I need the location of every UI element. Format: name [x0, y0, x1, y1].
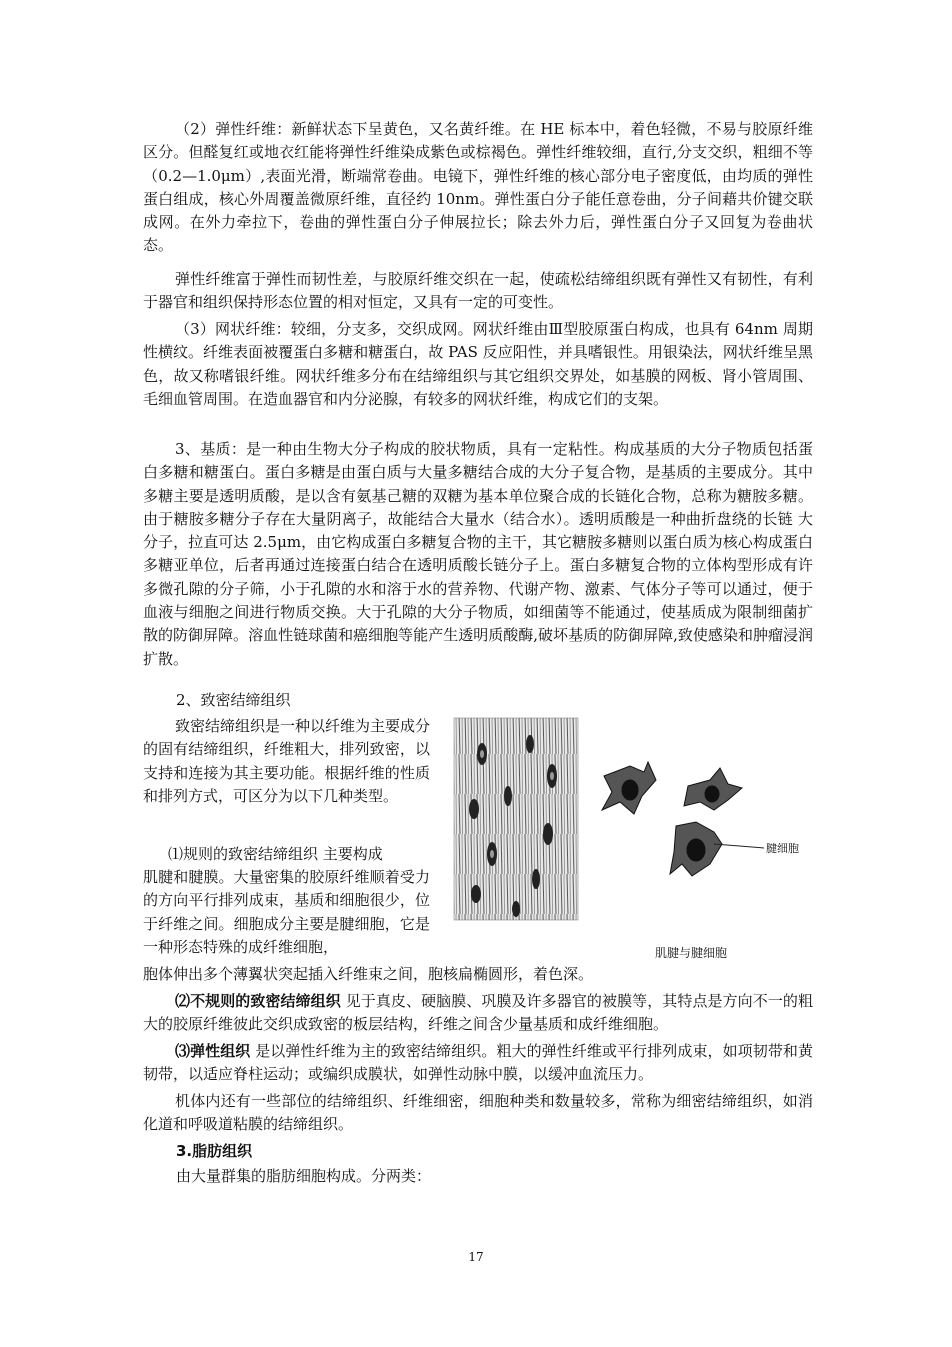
paragraph-reticular-fiber: （3）网状纤维：较细，分支多，交织成网。网状纤维由Ⅲ型胶原蛋白构成，也具有 64nm 周期性横纹。纤维表面被覆蛋白多糖和糖蛋白，故 PAS 反应阳性，并具嗜银性。用银染法，网状纤维呈黑色，故又称嗜银纤维。网状纤维多分布在结缔组织与其它组织交界处，如基膜的网板、肾小管周围、毛细血管周围。在造血器官和内分泌腺，有较多的网状纤维，构成它们的支架。 [143, 320, 813, 408]
tendon-figure [452, 714, 822, 924]
label-pointer-line [714, 844, 764, 848]
paragraph-elastic-property: 弹性纤维富于弹性而韧性差，与胶原纤维交织在一起，使疏松结缔组织既有弹性又有韧性，有利于器官和组织保持形态位置的相对恒定，又具有一定的可变性。 [143, 270, 813, 312]
elastic-tissue-body: 是以弹性纤维为主的致密结缔组织。粗大的弹性纤维或平行排列成束，如项韧带和黄韧带，以适应脊柱运动；或编织成膜状，如弹性动脉中膜，以缓冲血流压力。 [143, 1042, 813, 1084]
paragraph-dense-intro: 致密结缔组织是一种以纤维为主要成分的固有结缔组织，纤维粗大，排列致密，以支持和连接为其主要功能。根据纤维的性质和排列方式，可区分为以下几种类型。 [143, 717, 431, 805]
irregular-dense-title: ⑵不规则的致密结缔组织 [175, 992, 341, 1010]
paragraph-adipose-intro: 由大量群集的脂肪细胞构成。分两类： [176, 1167, 432, 1185]
tendon-illustration [452, 714, 822, 924]
paragraph-elastic-tissue [143, 1040, 813, 1087]
tendon-cells-drawing [602, 762, 742, 876]
heading-adipose-tissue: 3.脂肪组织 [176, 1142, 253, 1160]
tendon-cell-label: 腱细胞 [766, 842, 799, 855]
heading-dense-connective-tissue: 2、致密结缔组织 [176, 691, 291, 709]
paragraph-regular-dense-end: 胞体伸出多个薄翼状突起插入纤维束之间，胞核扁椭圆形，着色深。 [143, 965, 594, 983]
paragraph-regular-dense-body: 肌腱和腱膜。大量密集的胶原纤维顺着受力的方向平行排列成束，基质和细胞很少，位于纤维之间。细胞成分主要是腱细胞，它是一种形态特殊的成纤维细胞， [143, 868, 430, 956]
paragraph-irregular-dense [143, 990, 813, 1037]
elastic-tissue-title: ⑶弹性组织 [175, 1042, 251, 1060]
paragraph-regular-dense-lead: ⑴规则的致密结缔组织 主要构成 [168, 845, 383, 863]
irregular-dense-body: 见于真皮、硬脑膜、巩膜及许多器官的被膜等，其特点是方向不一的粗大的胶原纤维彼此交织成致密的板层结构，纤维之间含少量基质和成纤维细胞。 [143, 992, 813, 1034]
paragraph-elastic-fiber: （2）弹性纤维：新鲜状态下呈黄色，又名黄纤维。在 HE 标本中，着色轻微，不易与胶原纤维区分。但醛复红或地衣红能将弹性纤维染成紫色或棕褐色。弹性纤维较细，直行,分支交织，粗细不等（0.2—1.0μm）,表面光滑，断端常卷曲。电镜下，弹性纤维的核心部分电子密度低，由均质的弹性蛋白组成，核心外周覆盖微原纤维，直径约 10nm。弹性蛋白分子能任意卷曲，分子间藉共价键交联成网。在外力牵拉下，卷曲的弹性蛋白分子伸展拉长；除去外力后，弹性蛋白分子又回复为卷曲状态。 [143, 120, 813, 255]
tendon-micrograph [454, 718, 578, 920]
paragraph-ground-substance: 3、基质：是一种由生物大分子构成的胶状物质，具有一定粘性。构成基质的大分子物质包括蛋白多糖和糖蛋白。蛋白多糖是由蛋白质与大量多糖结合成的大分子复合物，是基质的主要成分。其中多糖主要是透明质酸，是以含有氨基己糖的双糖为基本单位聚合成的长链化合物，总称为糖胺多糖。由于糖胺多糖分子存在大量阴离子，故能结合大量水（结合水）。透明质酸是一种曲折盘绕的长链 大分子，拉直可达 2.5μm，由它构成蛋白多糖复合物的主干，其它糖胺多糖则以蛋白质为核心构成蛋白多糖亚单位，后者再通过连接蛋白结合在透明质酸长链分子上。蛋白多糖复合物的立体构型形成有许多微孔隙的分子筛，小于孔隙的水和溶于水的营养物、代谢产物、激素、气体分子等可以通过，便于血液与细胞之间进行物质交换。大于孔隙的大分子物质，如细菌等不能通过，使基质成为限制细菌扩散的防御屏障。溶血性链球菌和癌细胞等能产生透明质酸酶,破坏基质的防御屏障,致使感染和肿瘤浸润扩散。 [143, 440, 813, 668]
page-number: 17 [468, 1250, 484, 1264]
paragraph-fine-dense: 机体内还有一些部位的结缔组织、纤维细密，细胞种类和数量较多，常称为细密结缔组织，如消化道和呼吸道粘膜的结缔组织。 [143, 1092, 813, 1134]
figure-caption: 肌腱与腱细胞 [655, 946, 728, 960]
